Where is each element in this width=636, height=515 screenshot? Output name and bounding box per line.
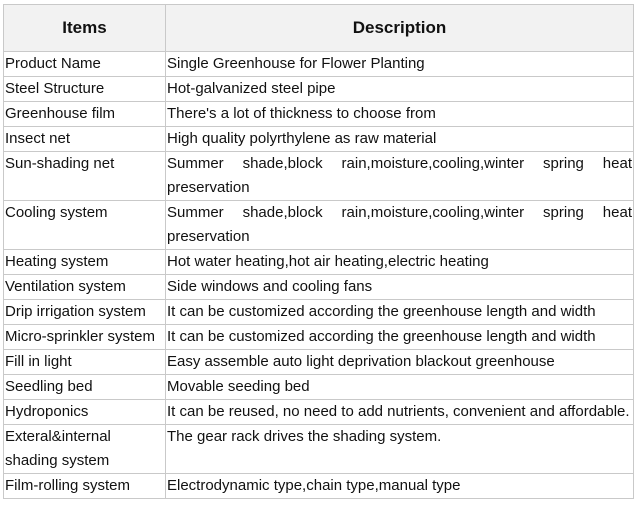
table-row (4, 325, 634, 350)
table-row (4, 250, 634, 275)
description-cell: Hot water heating,hot air heating,electric heating (166, 250, 634, 275)
description-cell: Single Greenhouse for Flower Planting (166, 52, 634, 77)
table-row (4, 375, 634, 400)
description-cell: Movable seeding bed (166, 375, 634, 400)
description-cell: Easy assemble auto light deprivation blackout greenhouse (166, 350, 634, 375)
description-cell: Side windows and cooling fans (166, 275, 634, 300)
item-cell: Seedling bed (4, 375, 166, 400)
items-header: Items (4, 5, 166, 52)
description-cell: The gear rack drives the shading system. (166, 425, 634, 474)
description-cell: Summer shade,block rain,moisture,cooling,winter spring heat preservation (166, 201, 634, 250)
item-cell: Ventilation system (4, 275, 166, 300)
item-cell: Film-rolling system (4, 474, 166, 499)
item-cell: Insect net (4, 127, 166, 152)
table-row (4, 400, 634, 425)
item-cell: Micro-sprinkler system (4, 325, 166, 350)
item-cell: Heating system (4, 250, 166, 275)
description-cell: It can be customized according the greenhouse length and width (166, 300, 634, 325)
description-header: Description (166, 5, 634, 52)
table-row (4, 425, 634, 474)
spec-table-container (3, 4, 633, 499)
description-cell: There's a lot of thickness to choose from (166, 102, 634, 127)
spec-table (3, 4, 634, 499)
table-row (4, 102, 634, 127)
header-row (4, 5, 634, 52)
item-cell: Sun-shading net (4, 152, 166, 201)
description-cell: Hot-galvanized steel pipe (166, 77, 634, 102)
item-cell: Drip irrigation system (4, 300, 166, 325)
item-cell: Exteral&internal shading system (4, 425, 166, 474)
table-row (4, 152, 634, 201)
table-row (4, 350, 634, 375)
table-row (4, 300, 634, 325)
table-row (4, 77, 634, 102)
item-cell: Hydroponics (4, 400, 166, 425)
table-row (4, 127, 634, 152)
item-cell: Cooling system (4, 201, 166, 250)
description-cell: It can be customized according the greenhouse length and width (166, 325, 634, 350)
item-cell: Steel Structure (4, 77, 166, 102)
item-cell: Greenhouse film (4, 102, 166, 127)
table-row (4, 201, 634, 250)
table-row (4, 474, 634, 499)
table-row (4, 52, 634, 77)
item-cell: Fill in light (4, 350, 166, 375)
description-cell: It can be reused, no need to add nutrients, convenient and affordable. (166, 400, 634, 425)
description-cell: High quality polyrthylene as raw material (166, 127, 634, 152)
item-cell: Product Name (4, 52, 166, 77)
description-cell: Summer shade,block rain,moisture,cooling,winter spring heat preservation (166, 152, 634, 201)
table-row (4, 275, 634, 300)
description-cell: Electrodynamic type,chain type,manual type (166, 474, 634, 499)
